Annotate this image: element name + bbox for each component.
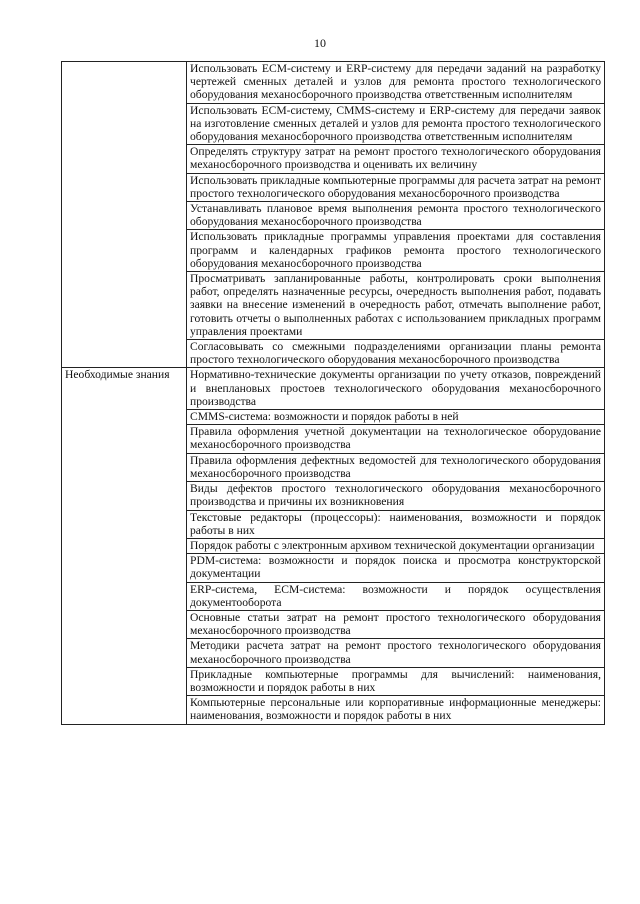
knowledge-item: Прикладные компьютерные программы для вычислений: наименования, возможности и порядок работы в них [187,667,605,695]
knowledge-item: PDM-система: возможности и порядок поиска и просмотра конструкторской документации [187,554,605,582]
requirements-table [61,61,605,725]
requirements-table-body [62,62,605,725]
skill-item: Использовать прикладные программы управления проектами для составления программ и календарных графиков ремонта простого технологического оборудования механосборочного производства [187,230,605,272]
knowledge-item: Нормативно-технические документы организации по учету отказов, повреждений и внеплановых простоев технологического оборудования механосборочного производства [187,368,605,410]
skill-item: Использовать ECM-систему, CMMS-систему и ERP-систему для передачи заявок на изготовление сменных деталей и узлов для ремонта простого технологического оборудования механосборочного производства ответственным исполнителям [187,103,605,145]
knowledge-item: CMMS-система: возможности и порядок работы в ней [187,410,605,425]
knowledge-item: Методики расчета затрат на ремонт простого технологического оборудования механосборочного производства [187,639,605,667]
knowledge-item: ERP-система, ECM-система: возможности и порядок осуществления документооборота [187,582,605,610]
knowledge-item: Компьютерные персональные или корпоративные информационные менеджеры: наименования, возможности и порядок работы в них [187,696,605,724]
skill-item: Устанавливать плановое время выполнения ремонта простого технологического оборудования механосборочного производства [187,202,605,230]
page-number: 10 [314,36,326,50]
knowledge-item: Текстовые редакторы (процессоры): наименования, возможности и порядок работы в них [187,510,605,538]
skill-item: Просматривать запланированные работы, контролировать сроки выполнения работ, определять назначенные ресурсы, очередность выполнения работ, подавать заявки на внесение изменений в очередность работ, отмечать выполнение работ, готовить отчеты о выполненных работах с использованием прикладных программ управления проектами [187,272,605,340]
knowledge-item: Основные статьи затрат на ремонт простого технологического оборудования механосборочного производства [187,610,605,638]
skill-item: Согласовывать со смежными подразделениями организации планы ремонта простого технологического оборудования механосборочного производства [187,340,605,368]
knowledge-label: Необходимые знания [62,368,187,724]
skill-item: Определять структуру затрат на ремонт простого технологического оборудования механосборочного производства и оценивать их величину [187,145,605,173]
knowledge-item: Правила оформления дефектных ведомостей для технологического оборудования механосборочного производства [187,453,605,481]
knowledge-item: Правила оформления учетной документации на технологическое оборудование механосборочного производства [187,425,605,453]
skill-item: Использовать ECM-систему и ERP-систему для передачи заданий на разработку чертежей сменных деталей и узлов для ремонта простого технологического оборудования механосборочного производства ответственным исполнителям [187,62,605,104]
knowledge-item: Порядок работы с электронным архивом технической документации организации [187,538,605,553]
knowledge-row [62,368,605,410]
skill-row [62,62,605,104]
skills-label-cell [62,62,187,368]
skill-item: Использовать прикладные компьютерные программы для расчета затрат на ремонт простого технологического оборудования механосборочного производства [187,173,605,201]
knowledge-item: Виды дефектов простого технологического оборудования механосборочного производства и причины их возникновения [187,482,605,510]
